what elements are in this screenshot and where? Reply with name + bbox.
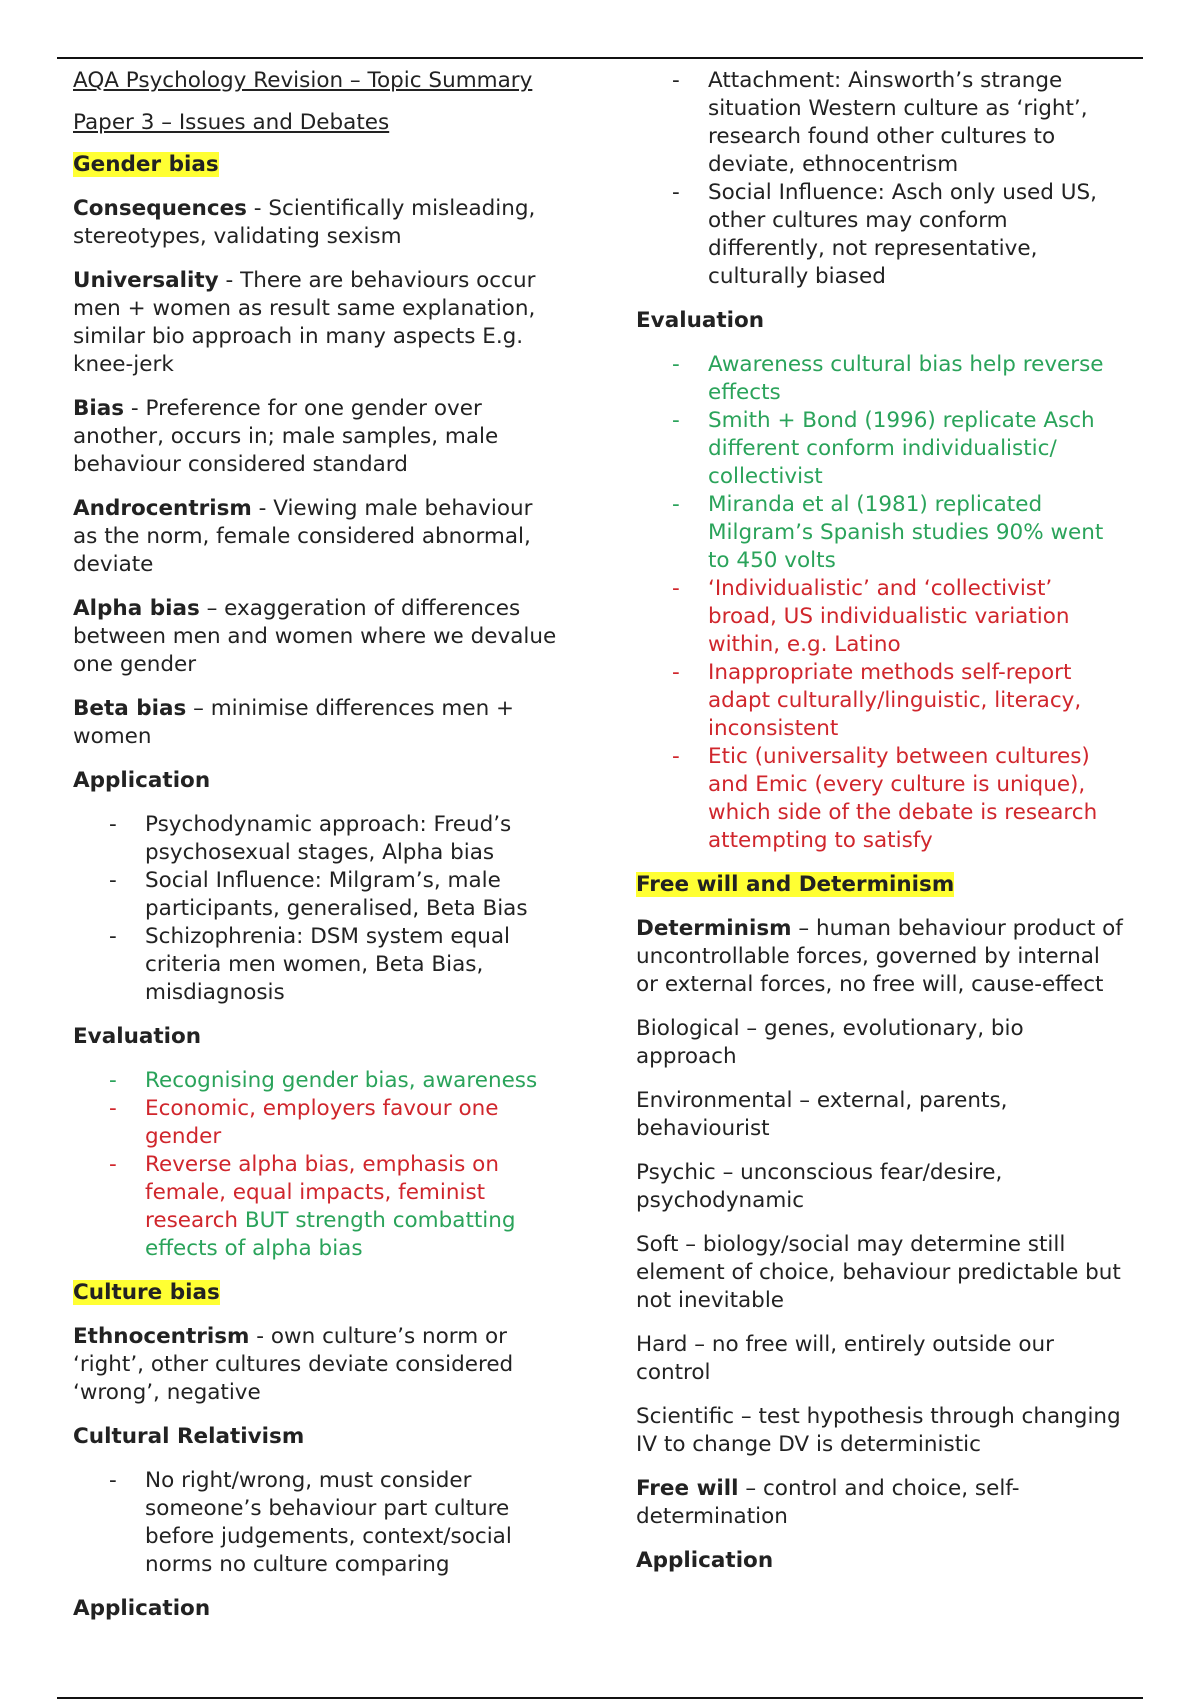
relativism-list: [73, 1467, 563, 1579]
list-item: - Awareness cultural bias help reverse effects: [708, 351, 1126, 407]
document-title: AQA Psychology Revision – Topic Summary: [73, 68, 533, 93]
free-will-heading: Free will and Determinism: [636, 872, 955, 897]
gender-evaluation-heading: Evaluation: [73, 1024, 202, 1049]
gender-bias-heading: Gender bias: [73, 152, 219, 177]
determinism-type: Scientific – test hypothesis through changing IV to change DV is deterministic: [636, 1404, 1121, 1457]
determinism-type: Soft – biology/social may determine still element of choice, behaviour predictable but not inevitable: [636, 1232, 1121, 1313]
list-item: - No right/wrong, must consider someone’s behaviour part culture before judgements, context/social norms no culture comparing: [145, 1467, 563, 1579]
determinism-type: Psychic – unconscious fear/desire, psychodynamic: [636, 1160, 1003, 1213]
ethnocentrism-definition: Ethnocentrism - own culture’s norm or ‘right’, other cultures deviate considered ‘wrong’, negative: [73, 1324, 514, 1405]
cultural-relativism-heading: Cultural Relativism: [73, 1424, 305, 1449]
right-column: [636, 67, 1126, 1591]
list-item: - Smith + Bond (1996) replicate Asch different conform individualistic/ collectivist: [708, 407, 1126, 491]
androcentrism-definition: Androcentrism - Viewing male behaviour as the norm, female considered abnormal, deviate: [73, 496, 533, 577]
consequences-definition: Consequences - Scientifically misleading, stereotypes, validating sexism: [73, 196, 536, 249]
left-column: [73, 67, 563, 1639]
gender-application-list: [73, 811, 563, 1007]
culture-application-list: [636, 67, 1126, 291]
list-item: - Attachment: Ainsworth’s strange situation Western culture as ‘right’, research found other cultures to deviate, ethnocentrism: [708, 67, 1126, 179]
bias-definition: Bias - Preference for one gender over another, occurs in; male samples, male behaviour considered standard: [73, 396, 499, 477]
list-item: - ‘Individualistic’ and ‘collectivist’ broad, US individualistic variation within, e.g. Latino: [708, 575, 1126, 659]
culture-bias-heading: Culture bias: [73, 1280, 220, 1305]
culture-application-heading: Application: [73, 1596, 211, 1621]
determinism-type: Hard – no free will, entirely outside our control: [636, 1332, 1054, 1385]
list-item: - Miranda et al (1981) replicated Milgram’s Spanish studies 90% went to 450 volts: [708, 491, 1126, 575]
determinism-type: Environmental – external, parents, behaviourist: [636, 1088, 1008, 1141]
universality-definition: Universality - There are behaviours occur men + women as result same explanation, similar bio approach in many aspects E.g. knee-jerk: [73, 268, 536, 377]
culture-evaluation-list: [636, 351, 1126, 855]
gender-application-heading: Application: [73, 768, 211, 793]
determinism-definition: Determinism – human behaviour product of uncontrollable forces, governed by internal or external forces, no free will, cause-effect: [636, 916, 1123, 997]
list-item: - Inappropriate methods self-report adapt culturally/linguistic, literacy, inconsistent: [708, 659, 1126, 743]
beta-bias-definition: Beta bias – minimise differences men + women: [73, 696, 515, 749]
list-item: - Etic (universality between cultures) and Emic (every culture is unique), which side of the debate is research attempting to satisfy: [708, 743, 1126, 855]
gender-evaluation-list: [73, 1067, 563, 1263]
bottom-rule: [57, 1697, 1143, 1699]
free-will-application-heading: Application: [636, 1548, 774, 1573]
free-will-definition: Free will – control and choice, self-determination: [636, 1476, 1020, 1529]
top-rule: [57, 57, 1143, 59]
paper-title: Paper 3 – Issues and Debates: [73, 110, 390, 135]
list-item: - Schizophrenia: DSM system equal criteria men women, Beta Bias, misdiagnosis: [145, 923, 563, 1007]
list-item: - Psychodynamic approach: Freud’s psychosexual stages, Alpha bias: [145, 811, 563, 867]
list-item: - Social Influence: Milgram’s, male participants, generalised, Beta Bias: [145, 867, 563, 923]
list-item: - Recognising gender bias, awareness: [145, 1067, 563, 1095]
list-item: - Social Influence: Asch only used US, other cultures may conform differently, not representative, culturally biased: [708, 179, 1126, 291]
determinism-type: Biological – genes, evolutionary, bio approach: [636, 1016, 1024, 1069]
culture-evaluation-heading: Evaluation: [636, 308, 765, 333]
list-item: - Reverse alpha bias, emphasis on female, equal impacts, feminist research BUT strength combatting effects of alpha bias: [145, 1151, 563, 1263]
list-item: - Economic, employers favour one gender: [145, 1095, 563, 1151]
alpha-bias-definition: Alpha bias – exaggeration of differences between men and women where we devalue one gender: [73, 596, 557, 677]
